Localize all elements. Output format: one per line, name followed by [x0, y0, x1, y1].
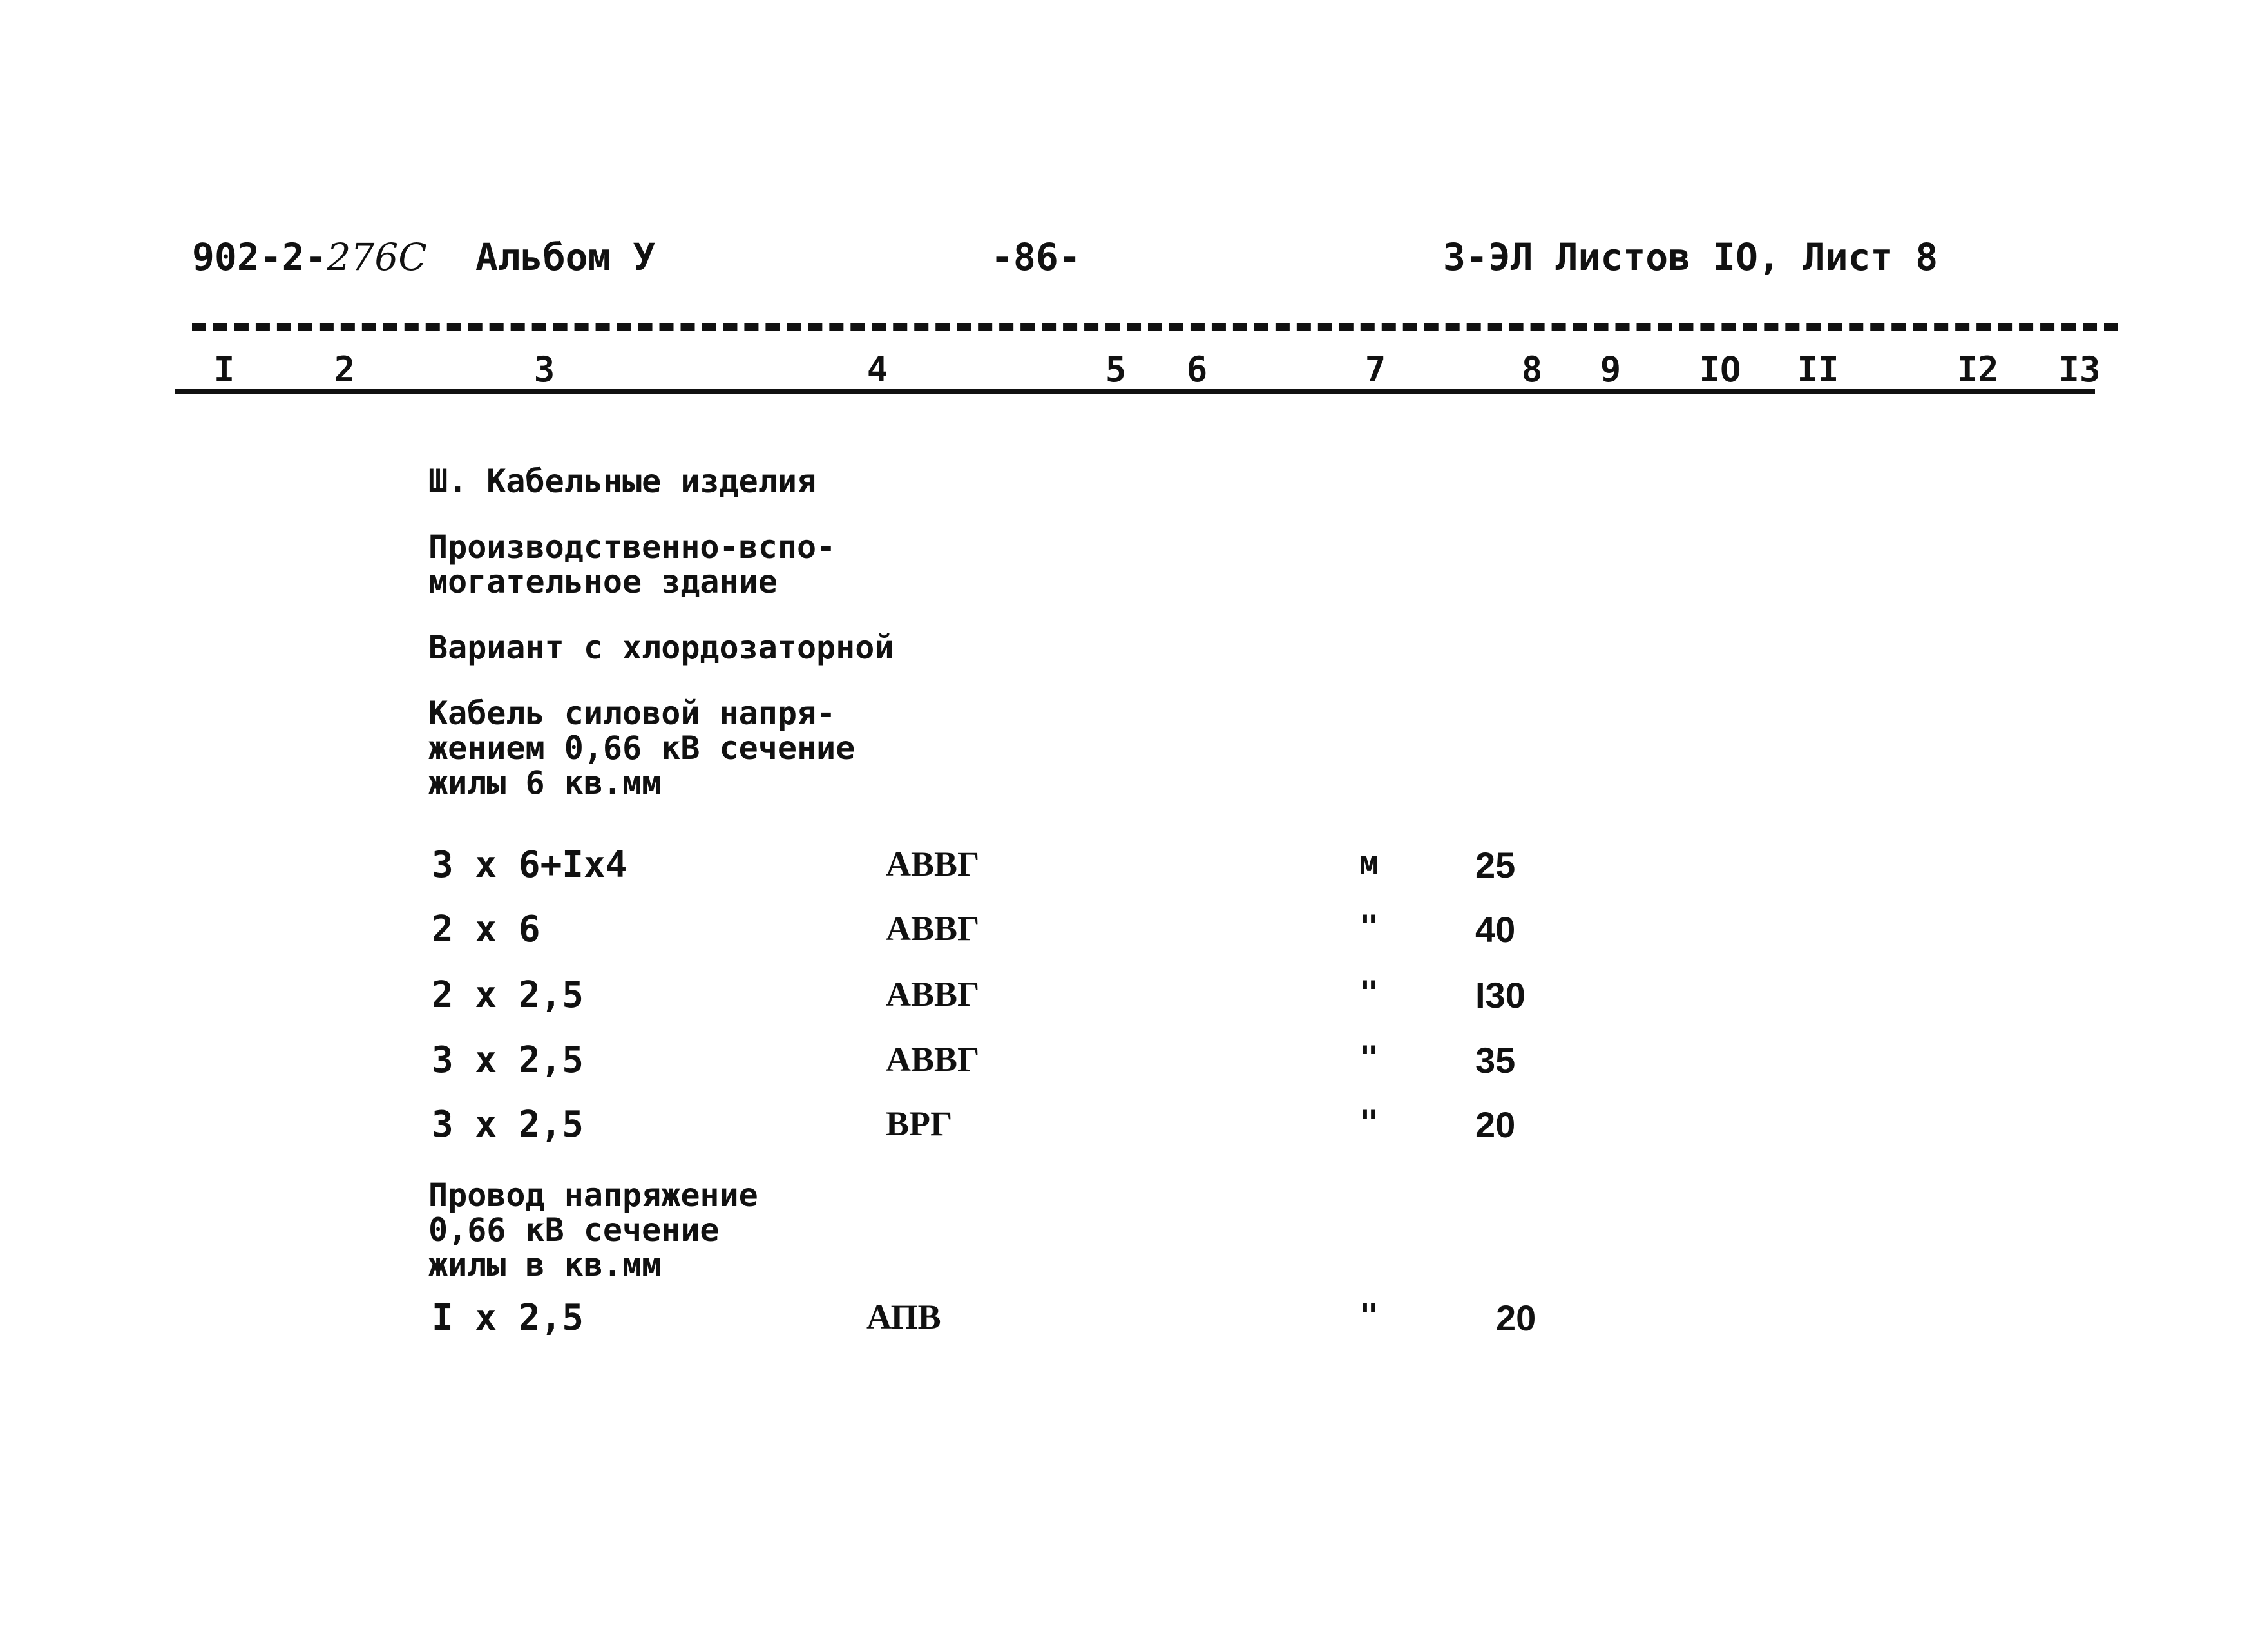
quantity: 20 [1475, 1104, 1516, 1145]
wire-description [428, 1178, 758, 1282]
column-number: 8 [1521, 349, 1543, 390]
table-row [0, 1297, 2267, 1342]
building-line: могательное здание [428, 563, 778, 600]
column-number: 5 [1105, 349, 1127, 390]
wire-desc-line: жилы в кв.мм [428, 1246, 662, 1283]
wire-brand: АПВ [866, 1298, 941, 1336]
cable-size: 3 х 6+Iх4 [432, 844, 627, 886]
column-number: IO [1699, 349, 1741, 390]
document-code [192, 235, 427, 279]
cable-brand: АВВГ [886, 909, 980, 948]
column-number: I2 [1956, 349, 1999, 390]
column-number: I [213, 349, 235, 390]
column-number: I3 [2058, 349, 2101, 390]
cable-desc-line: жением 0,66 кВ сечение [428, 729, 856, 767]
column-number: II [1797, 349, 1839, 390]
unit: " [1359, 1297, 1379, 1334]
table-row [0, 844, 2267, 889]
cable-desc-line: жилы 6 кв.мм [428, 764, 662, 802]
document-code-printed: 902-2- [192, 235, 327, 279]
table-row [0, 908, 2267, 954]
table-row [0, 974, 2267, 1019]
cable-brand: АВВГ [886, 975, 980, 1013]
cable-size: 3 х 2,5 [432, 1039, 584, 1081]
cable-description [428, 696, 855, 800]
quantity: 20 [1496, 1298, 1536, 1338]
document-code-handwritten: 276С [327, 235, 427, 279]
dashed-separator [192, 323, 2118, 331]
quantity: I30 [1475, 975, 1526, 1015]
cable-size: 2 х 2,5 [432, 974, 584, 1016]
page-number: -86- [991, 235, 1081, 279]
quantity: 40 [1475, 909, 1516, 950]
wire-desc-line: 0,66 кВ сечение [428, 1211, 720, 1249]
cable-brand: ВРГ [886, 1104, 953, 1143]
section-heading: Ш. Кабельные изделия [428, 463, 817, 500]
unit: " [1359, 908, 1379, 946]
cable-brand: АВВГ [886, 845, 980, 883]
unit: " [1359, 1039, 1379, 1077]
building-line: Производственно-вспо- [428, 528, 836, 566]
unit: " [1359, 974, 1379, 1012]
table-row [0, 1039, 2267, 1084]
column-number: 4 [866, 349, 888, 390]
table-row [0, 1104, 2267, 1149]
header-underline [175, 389, 2095, 394]
unit: м [1359, 844, 1379, 881]
wire-desc-line: Провод напряжение [428, 1177, 758, 1214]
cable-size: 2 х 6 [432, 908, 540, 950]
column-number: 3 [533, 349, 555, 390]
cable-size: 3 х 2,5 [432, 1104, 584, 1146]
variant-label: Вариант с хлордозаторной [428, 629, 894, 666]
quantity: 35 [1475, 1040, 1516, 1081]
cable-desc-line: Кабель силовой напря- [428, 695, 836, 732]
column-number: 7 [1364, 349, 1386, 390]
wire-size: I х 2,5 [432, 1297, 584, 1339]
column-number: 9 [1600, 349, 1621, 390]
building-description [428, 530, 836, 599]
sheet-info: З-ЭЛ Листов IO, Лист 8 [1443, 235, 1938, 279]
unit: " [1359, 1104, 1379, 1141]
column-number: 6 [1186, 349, 1208, 390]
column-number: 2 [334, 349, 356, 390]
cable-brand: АВВГ [886, 1040, 980, 1079]
album-label: Альбом У [475, 235, 656, 279]
quantity: 25 [1475, 845, 1516, 885]
